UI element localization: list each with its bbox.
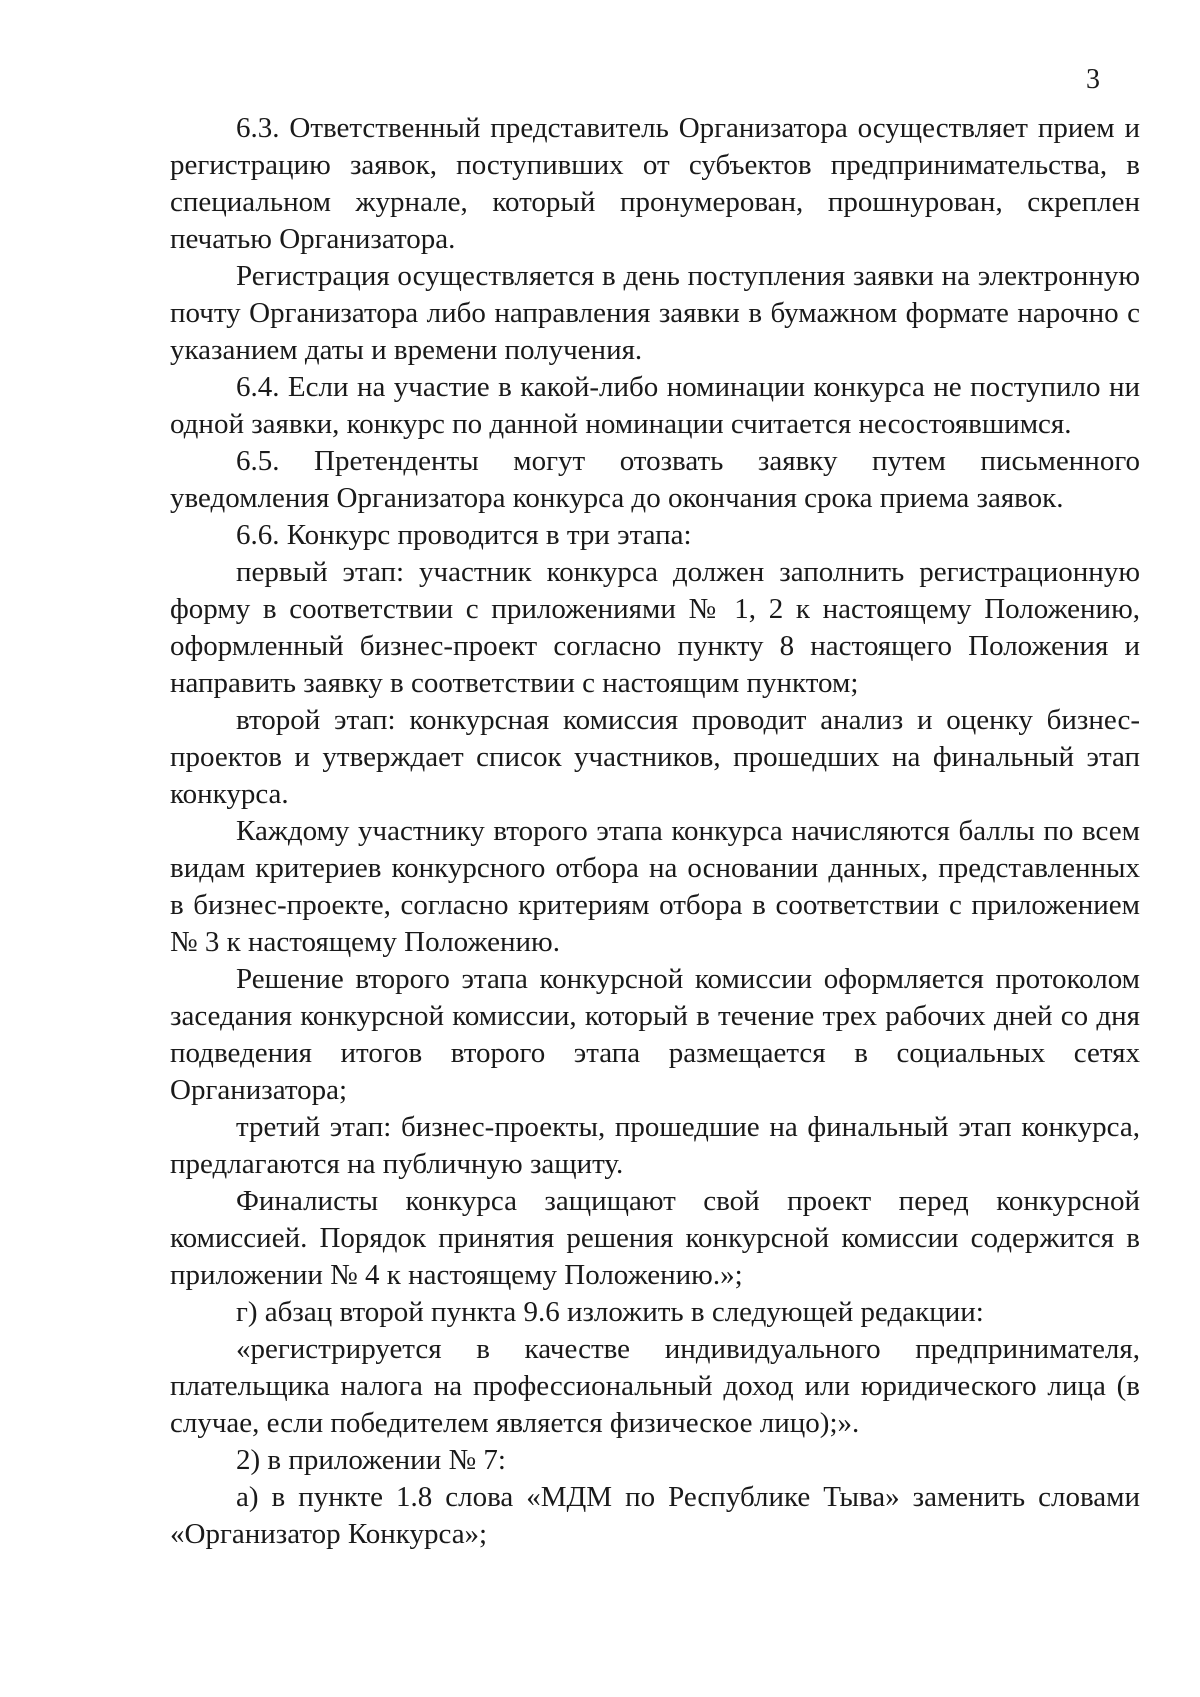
paragraph-finalists: Финалисты конкурса защищают свой проект перед конкурсной комиссией. Порядок принятия решения конкурсной комиссии содержится в приложении № 4 к настоящему Положению.»;: [170, 1185, 1140, 1291]
paragraph-stage-one: первый этап: участник конкурса должен заполнить регистрационную форму в соответствии с приложениями № 1, 2 к настоящему Положению, оформленный бизнес-проект согласно пункту 8 настоящего Положения и направить заявку в соответствии с настоящим пунктом;: [170, 556, 1140, 699]
paragraph-stage-two-decision: Решение второго этапа конкурсной комиссии оформляется протоколом заседания конкурсной комиссии, который в течение трех рабочих дней со дня подведения итогов второго этапа размещается в социальных сетях Организатора;: [170, 963, 1140, 1106]
paragraph-appendix-7: 2) в приложении № 7:: [236, 1444, 506, 1476]
paragraph-stage-two: второй этап: конкурсная комиссия проводит анализ и оценку бизнес-проектов и утверждает список участников, прошедших на финальный этап конкурса.: [170, 704, 1140, 810]
paragraph-6-4: 6.4. Если на участие в какой-либо номинации конкурса не поступило ни одной заявки, конкурс по данной номинации считается несостоявшимся.: [170, 371, 1140, 440]
document-body: [170, 110, 1140, 1553]
paragraph-stage-three: третий этап: бизнес-проекты, прошедшие на финальный этап конкурса, предлагаются на публичную защиту.: [170, 1111, 1140, 1180]
paragraph-amendment-g: г) абзац второй пункта 9.6 изложить в следующей редакции:: [236, 1296, 984, 1328]
paragraph-6-5: 6.5. Претенденты могут отозвать заявку путем письменного уведомления Организатора конкурса до окончания срока приема заявок.: [170, 445, 1140, 514]
paragraph-registration: Регистрация осуществляется в день поступления заявки на электронную почту Организатора либо направления заявки в бумажном формате нарочно с указанием даты и времени получения.: [170, 260, 1140, 366]
paragraph-amendment-a: а) в пункте 1.8 слова «МДМ по Республике Тыва» заменить словами «Организатор Конкурса»;: [170, 1481, 1140, 1550]
paragraph-6-6: 6.6. Конкурс проводится в три этапа:: [236, 519, 692, 551]
page-number: 3: [1086, 64, 1100, 95]
paragraph-6-3: 6.3. Ответственный представитель Организатора осуществляет прием и регистрацию заявок, поступивших от субъектов предпринимательства, в специальном журнале, который пронумерован, прошнурован, скреплен печатью Организатора.: [170, 112, 1140, 255]
paragraph-scoring: Каждому участнику второго этапа конкурса начисляются баллы по всем видам критериев конкурсного отбора на основании данных, представленных в бизнес-проекте, согласно критериям отбора в соответствии с приложением № 3 к настоящему Положению.: [170, 815, 1140, 958]
paragraph-amendment-g-text: «регистрируется в качестве индивидуального предпринимателя, плательщика налога на профессиональный доход или юридического лица (в случае, если победителем является физическое лицо);».: [170, 1333, 1140, 1439]
